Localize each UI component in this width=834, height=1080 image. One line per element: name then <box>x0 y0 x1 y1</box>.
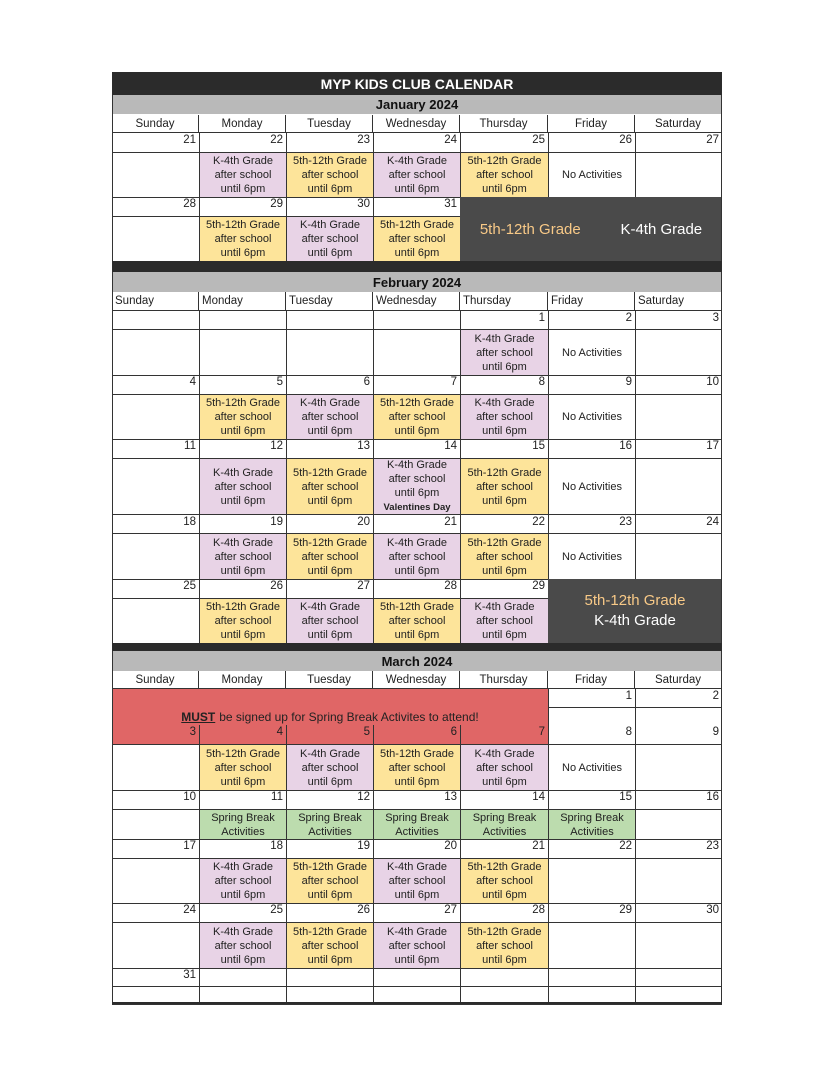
grid-line <box>548 968 549 1004</box>
event-line: until 6pm <box>220 953 266 966</box>
day-number: 9 <box>625 376 632 388</box>
day-number: 26 <box>357 904 370 916</box>
grid-line <box>112 651 113 1004</box>
grid-line <box>112 986 722 987</box>
event-g512 <box>287 459 373 514</box>
event-line: 5th-12th Grade <box>380 747 454 760</box>
event-line: K-4th Grade <box>300 397 360 409</box>
day-number: 31 <box>444 198 457 210</box>
event-spring <box>374 810 460 839</box>
event-g512 <box>461 859 548 903</box>
event-line: until 6pm <box>394 247 440 259</box>
day-number: 9 <box>712 726 719 738</box>
event-line: until 6pm <box>394 889 440 901</box>
event-line: 5th-12th Grade <box>293 861 367 873</box>
event-line: No Activities <box>562 761 622 774</box>
event-line: until 6pm <box>220 775 266 788</box>
event-line: until 6pm <box>220 247 266 259</box>
event-line: after school <box>476 411 533 423</box>
event-line: until 6pm <box>307 183 353 195</box>
day-number: 2 <box>712 690 719 702</box>
day-number: 26 <box>270 580 283 592</box>
event-k4 <box>374 923 460 968</box>
legend-5th-12th: 5th-12th Grade <box>584 592 686 609</box>
event-line: after school <box>301 411 359 423</box>
day-number: 29 <box>532 580 545 592</box>
event-line: Spring Break <box>472 811 537 824</box>
event-line: until 6pm <box>394 183 440 195</box>
day-number: 23 <box>706 840 719 852</box>
event-k4 <box>200 534 286 579</box>
day-number: 6 <box>450 726 457 738</box>
day-number: 19 <box>357 840 370 852</box>
event-line: until 6pm <box>482 360 527 373</box>
event-line: after school <box>476 761 533 774</box>
weekday-header-sunday: Sunday <box>112 292 199 311</box>
event-line: No Activities <box>562 550 622 563</box>
grid-line <box>112 272 113 643</box>
day-number: 7 <box>538 726 545 738</box>
grid-line <box>721 651 722 1004</box>
event-k4 <box>200 459 286 514</box>
event-line: Spring Break <box>385 811 449 824</box>
event-k4 <box>200 923 286 968</box>
day-number: 23 <box>357 134 370 146</box>
event-line: K-4th Grade <box>474 397 535 409</box>
event-line: K-4th Grade <box>213 925 273 938</box>
event-line: after school <box>301 761 359 774</box>
grid-line <box>373 311 374 375</box>
event-line: after school <box>476 939 533 952</box>
event-g512 <box>461 923 548 968</box>
event-line: after school <box>301 480 359 493</box>
weekday-header-thursday: Thursday <box>460 115 548 133</box>
event-line: after school <box>388 169 446 181</box>
event-line: until 6pm <box>482 183 527 195</box>
event-line: 5th-12th Grade <box>206 747 280 760</box>
event-noact <box>549 395 635 439</box>
event-line: 5th-12th Grade <box>380 219 454 231</box>
grid-line <box>286 311 287 375</box>
event-k4 <box>374 534 460 579</box>
event-k4 <box>287 745 373 790</box>
day-number: 20 <box>357 516 370 528</box>
weekday-header-sunday: Sunday <box>112 671 199 689</box>
weekday-header-friday: Friday <box>548 115 635 133</box>
weekday-header-tuesday: Tuesday <box>286 671 373 689</box>
day-number: 16 <box>706 791 719 803</box>
event-g512 <box>374 395 460 439</box>
event-line: Spring Break <box>298 811 362 824</box>
day-number: 22 <box>270 134 283 146</box>
event-g512 <box>461 534 548 579</box>
day-number: 15 <box>619 791 632 803</box>
day-number: 4 <box>276 726 283 738</box>
event-line: K-4th Grade <box>213 861 273 873</box>
day-number: 19 <box>270 516 283 528</box>
day-number: 25 <box>183 580 196 592</box>
event-line: after school <box>301 939 359 952</box>
event-line: after school <box>214 939 272 952</box>
event-line: after school <box>214 761 272 774</box>
event-line: after school <box>388 615 446 627</box>
event-line: until 6pm <box>220 889 266 901</box>
day-number: 17 <box>706 440 719 452</box>
weekday-header-sunday: Sunday <box>112 115 199 133</box>
event-line: until 6pm <box>220 425 266 437</box>
event-line: 5th-12th Grade <box>206 219 280 231</box>
event-line: until 6pm <box>394 564 440 577</box>
grid-line <box>112 968 722 969</box>
event-line: until 6pm <box>220 494 266 507</box>
event-line: until 6pm <box>307 494 353 507</box>
event-line: after school <box>388 550 446 563</box>
day-number: 14 <box>532 791 545 803</box>
event-line: 5th-12th Grade <box>467 466 542 479</box>
event-line: after school <box>301 615 359 627</box>
event-line: after school <box>476 346 533 359</box>
day-number: 26 <box>619 134 632 146</box>
event-line: until 6pm <box>307 629 353 641</box>
event-line: after school <box>388 473 446 485</box>
event-noact <box>549 534 635 579</box>
event-line: K-4th Grade <box>300 747 360 760</box>
event-g512 <box>287 859 373 903</box>
event-line: after school <box>476 169 533 181</box>
day-number: 18 <box>183 516 196 528</box>
day-number: 27 <box>357 580 370 592</box>
event-line: Activities <box>221 825 265 838</box>
event-line: after school <box>214 875 272 887</box>
event-line: Activities <box>395 825 439 838</box>
weekday-header-saturday: Saturday <box>635 115 722 133</box>
event-line: until 6pm <box>394 425 440 437</box>
event-line: 5th-12th Grade <box>293 155 367 167</box>
bottom-edge <box>112 1002 722 1004</box>
event-line: Activities <box>482 825 527 838</box>
event-spring <box>549 810 635 839</box>
event-k4 <box>461 330 548 375</box>
event-line: 5th-12th Grade <box>380 397 454 409</box>
grid-line <box>721 95 722 261</box>
day-number: 12 <box>270 440 283 452</box>
grid-line <box>112 95 113 261</box>
event-k4 <box>287 395 373 439</box>
event-g512 <box>200 745 286 790</box>
weekday-header-tuesday: Tuesday <box>286 115 373 133</box>
calendar <box>112 72 722 1006</box>
legend-box <box>460 197 722 261</box>
day-number: 21 <box>183 134 196 146</box>
event-line: after school <box>388 761 446 774</box>
calendar-title: MYP KIDS CLUB CALENDAR <box>112 72 722 95</box>
day-number: 21 <box>532 840 545 852</box>
event-k4 <box>374 153 460 197</box>
event-k4 <box>461 395 548 439</box>
event-line: after school <box>301 875 359 887</box>
month-separator <box>112 261 722 272</box>
day-number: 24 <box>444 134 457 146</box>
event-k4 <box>200 153 286 197</box>
day-number: 22 <box>532 516 545 528</box>
weekday-header-friday: Friday <box>548 292 635 311</box>
day-number: 31 <box>183 969 196 981</box>
event-line: after school <box>214 169 272 181</box>
event-line: 5th-12th Grade <box>206 397 280 409</box>
day-number: 13 <box>444 791 457 803</box>
day-number: 29 <box>270 198 283 210</box>
event-line: 5th-12th Grade <box>293 536 367 549</box>
day-number: 28 <box>444 580 457 592</box>
weekday-header-wednesday: Wednesday <box>373 292 460 311</box>
grid-line <box>460 968 461 1004</box>
event-line: K-4th Grade <box>387 459 447 471</box>
grid-line <box>286 968 287 1004</box>
day-number: 4 <box>189 376 196 388</box>
event-line: 5th-12th Grade <box>293 925 367 938</box>
event-line: until 6pm <box>482 775 527 788</box>
event-g512 <box>374 745 460 790</box>
event-line: until 6pm <box>220 564 266 577</box>
event-line: No Activities <box>562 411 622 423</box>
event-line: after school <box>301 550 359 563</box>
event-line: after school <box>214 615 272 627</box>
weekday-header-thursday: Thursday <box>460 671 548 689</box>
day-number: 24 <box>183 904 196 916</box>
grid-line <box>199 968 200 1004</box>
event-g512 <box>287 923 373 968</box>
month-separator <box>112 643 722 651</box>
event-line: until 6pm <box>220 183 266 195</box>
event-line: after school <box>388 875 446 887</box>
event-line: Activities <box>308 825 352 838</box>
event-line: 5th-12th Grade <box>467 925 542 938</box>
event-line: 5th-12th Grade <box>467 861 542 873</box>
event-line: until 6pm <box>307 564 353 577</box>
day-number: 30 <box>357 198 370 210</box>
event-g512 <box>374 599 460 643</box>
event-line: No Activities <box>562 169 622 181</box>
day-number: 28 <box>183 198 196 210</box>
event-k4 <box>461 745 548 790</box>
event-line: until 6pm <box>482 564 527 577</box>
event-line: after school <box>388 939 446 952</box>
event-k4 <box>461 599 548 643</box>
event-line: K-4th Grade <box>474 601 535 613</box>
grid-line <box>721 272 722 643</box>
day-number: 10 <box>183 791 196 803</box>
day-number: 1 <box>625 690 632 702</box>
event-line: after school <box>214 480 272 493</box>
event-line: K-4th Grade <box>300 219 360 231</box>
day-number: 6 <box>363 376 370 388</box>
event-g512 <box>461 459 548 514</box>
grid-line <box>199 311 200 375</box>
event-line: K-4th Grade <box>387 155 447 167</box>
day-number: 10 <box>706 376 719 388</box>
event-line: after school <box>476 480 533 493</box>
event-k4 <box>374 459 460 514</box>
weekday-header-wednesday: Wednesday <box>373 115 460 133</box>
event-g512 <box>287 153 373 197</box>
weekday-header-monday: Monday <box>199 292 286 311</box>
event-line: K-4th Grade <box>474 332 535 345</box>
event-line: 5th-12th Grade <box>467 155 542 167</box>
legend-box <box>548 579 722 643</box>
event-line: Spring Break <box>560 811 624 824</box>
weekday-header-saturday: Saturday <box>635 292 722 311</box>
day-number: 7 <box>450 376 457 388</box>
weekday-header-friday: Friday <box>548 671 635 689</box>
weekday-header-monday: Monday <box>199 671 286 689</box>
day-number: 14 <box>444 440 457 452</box>
event-line: after school <box>214 411 272 423</box>
event-noact <box>549 330 635 375</box>
weekday-header-wednesday: Wednesday <box>373 671 460 689</box>
event-line: No Activities <box>562 346 622 359</box>
event-line: K-4th Grade <box>387 861 447 873</box>
event-line: K-4th Grade <box>387 536 447 549</box>
banner-text: be signed up for Spring Break Activites to attend! <box>219 709 479 724</box>
event-line: K-4th Grade <box>387 925 447 938</box>
event-note: Valentines Day <box>383 502 451 513</box>
event-spring <box>461 810 548 839</box>
event-line: after school <box>301 169 359 181</box>
legend-5th-12th: 5th-12th Grade <box>479 220 581 238</box>
event-line: Spring Break <box>211 811 275 824</box>
event-line: until 6pm <box>307 775 353 788</box>
day-number: 5 <box>276 376 283 388</box>
event-line: after school <box>301 233 359 245</box>
day-number: 23 <box>619 516 632 528</box>
event-g512 <box>374 217 460 261</box>
event-line: until 6pm <box>482 494 527 507</box>
event-line: after school <box>476 615 533 627</box>
event-line: No Activities <box>562 480 622 493</box>
event-noact <box>549 745 635 790</box>
event-spring <box>287 810 373 839</box>
weekday-header-saturday: Saturday <box>635 671 722 689</box>
day-number: 21 <box>444 516 457 528</box>
legend-k-4th: K-4th Grade <box>620 220 703 238</box>
event-noact <box>549 153 635 197</box>
day-number: 2 <box>625 312 632 324</box>
event-line: after school <box>476 550 533 563</box>
day-number: 1 <box>538 312 545 324</box>
day-number: 11 <box>184 440 196 452</box>
day-number: 3 <box>712 312 719 324</box>
month-header: February 2024 <box>112 272 722 292</box>
grid-line <box>373 968 374 1004</box>
weekday-header-thursday: Thursday <box>460 292 548 311</box>
day-number: 27 <box>706 134 719 146</box>
day-number: 20 <box>444 840 457 852</box>
day-number: 15 <box>532 440 545 452</box>
event-line: until 6pm <box>307 247 353 259</box>
weekday-header-tuesday: Tuesday <box>286 292 373 311</box>
event-line: until 6pm <box>482 629 527 641</box>
event-k4 <box>200 859 286 903</box>
day-number: 13 <box>357 440 370 452</box>
event-g512 <box>461 153 548 197</box>
event-line: 5th-12th Grade <box>293 466 367 479</box>
event-line: after school <box>476 875 533 887</box>
event-line: after school <box>214 233 272 245</box>
event-noact <box>549 459 635 514</box>
event-line: K-4th Grade <box>213 536 273 549</box>
day-number: 11 <box>271 791 283 803</box>
weekday-header-monday: Monday <box>199 115 286 133</box>
event-k4 <box>287 217 373 261</box>
day-number: 25 <box>532 134 545 146</box>
event-line: K-4th Grade <box>300 601 360 613</box>
banner-emphasis: MUST <box>181 709 216 724</box>
event-line: until 6pm <box>482 953 527 966</box>
event-line: 5th-12th Grade <box>206 601 280 613</box>
event-line: K-4th Grade <box>474 747 535 760</box>
event-line: until 6pm <box>394 487 440 499</box>
legend-k-4th: K-4th Grade <box>594 612 676 629</box>
day-number: 5 <box>363 726 370 738</box>
event-line: until 6pm <box>307 953 353 966</box>
event-line: Activities <box>570 825 614 838</box>
event-line: until 6pm <box>394 953 440 966</box>
event-g512 <box>200 599 286 643</box>
event-g512 <box>200 217 286 261</box>
event-line: until 6pm <box>307 425 353 437</box>
event-line: until 6pm <box>482 425 527 437</box>
event-g512 <box>287 534 373 579</box>
event-line: 5th-12th Grade <box>467 536 542 549</box>
day-number: 22 <box>619 840 632 852</box>
event-g512 <box>200 395 286 439</box>
event-line: until 6pm <box>307 889 353 901</box>
day-number: 12 <box>357 791 370 803</box>
event-line: until 6pm <box>482 889 527 901</box>
grid-line <box>112 1004 722 1005</box>
day-number: 29 <box>619 904 632 916</box>
day-number: 8 <box>538 376 545 388</box>
day-number: 18 <box>270 840 283 852</box>
event-spring <box>200 810 286 839</box>
event-line: after school <box>214 550 272 563</box>
event-line: until 6pm <box>394 775 440 788</box>
event-k4 <box>287 599 373 643</box>
day-number: 16 <box>619 440 632 452</box>
event-line: 5th-12th Grade <box>380 601 454 613</box>
day-number: 30 <box>706 904 719 916</box>
event-line: after school <box>388 411 446 423</box>
day-number: 25 <box>270 904 283 916</box>
month-header: January 2024 <box>112 95 722 114</box>
event-line: until 6pm <box>220 629 266 641</box>
event-line: after school <box>388 233 446 245</box>
day-number: 8 <box>625 726 632 738</box>
day-number: 24 <box>706 516 719 528</box>
day-number: 17 <box>183 840 196 852</box>
event-line: K-4th Grade <box>213 155 273 167</box>
grid-line <box>635 968 636 1004</box>
event-line: until 6pm <box>394 629 440 641</box>
day-number: 28 <box>532 904 545 916</box>
day-number: 3 <box>189 726 196 738</box>
day-number: 27 <box>444 904 457 916</box>
event-line: K-4th Grade <box>213 466 273 479</box>
month-header: March 2024 <box>112 651 722 671</box>
event-k4 <box>374 859 460 903</box>
